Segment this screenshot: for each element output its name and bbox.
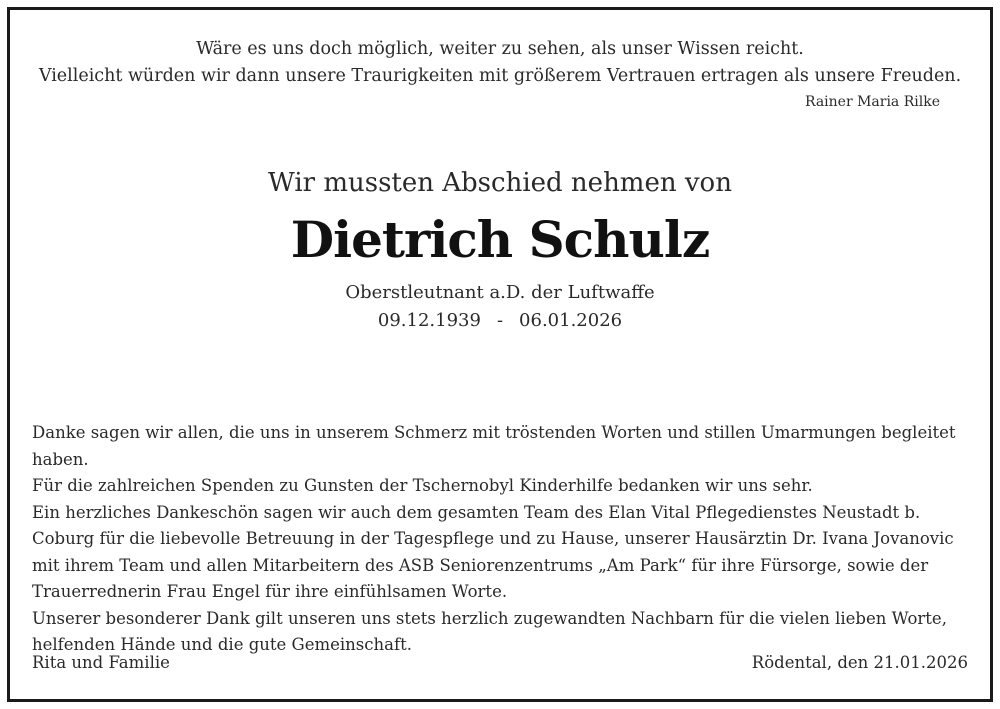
- farewell-intro: Wir mussten Abschied nehmen von: [268, 168, 732, 198]
- thanks-paragraph: Für die zahlreichen Spenden zu Gunsten der Tschernobyl Kinderhilfe bedanken wir uns sehr.: [32, 476, 813, 495]
- life-dates: [10, 310, 990, 331]
- quote-author: Rainer Maria Rilke: [804, 94, 940, 110]
- date-separator: -: [496, 310, 504, 331]
- death-date: 06.01.2026: [519, 310, 623, 331]
- thanks-paragraph: Danke sagen wir allen, die uns in unserem Schmerz mit tröstenden Worten und stillen Umarmungen begleitet haben.: [32, 423, 956, 469]
- rilke-quote: [10, 36, 990, 90]
- birth-date: 09.12.1939: [377, 310, 481, 331]
- place-date: Rödental, den 21.01.2026: [751, 653, 968, 672]
- thanks-paragraph: Ein herzliches Dankeschön sagen wir auch dem gesamten Team des Elan Vital Pflegedienstes Neustadt b. Coburg für die liebevolle Betreuung in der Tagespflege und zu Hause, unserer Hausärztin Dr. Ivana Jovanovic mit ihrem Team und allen Mitarbeitern des ASB Seniorenzentrums „Am Park“ für ihre Fürsorge, sowie der Trauerrednerin Frau Engel für ihre einfühlsamen Worte.: [32, 502, 954, 601]
- thanks-text: [32, 420, 968, 659]
- quote-line-2: Vielleicht würden wir dann unsere Traurigkeiten mit größerem Vertrauen ertragen als unsere Freuden.: [38, 66, 962, 86]
- deceased-rank: Oberstleutnant a.D. der Luftwaffe: [345, 282, 655, 303]
- thanks-paragraph: Unserer besonderer Dank gilt unseren uns stets herzlich zugewandten Nachbarn für die vielen lieben Worte, helfenden Hände und die gute Gemeinschaft.: [32, 608, 947, 654]
- obituary-frame: [7, 7, 993, 702]
- quote-line-1: Wäre es uns doch möglich, weiter zu sehen, als unser Wissen reicht.: [196, 39, 804, 59]
- deceased-name: Dietrich Schulz: [290, 210, 710, 269]
- family-signature: Rita und Familie: [32, 653, 170, 672]
